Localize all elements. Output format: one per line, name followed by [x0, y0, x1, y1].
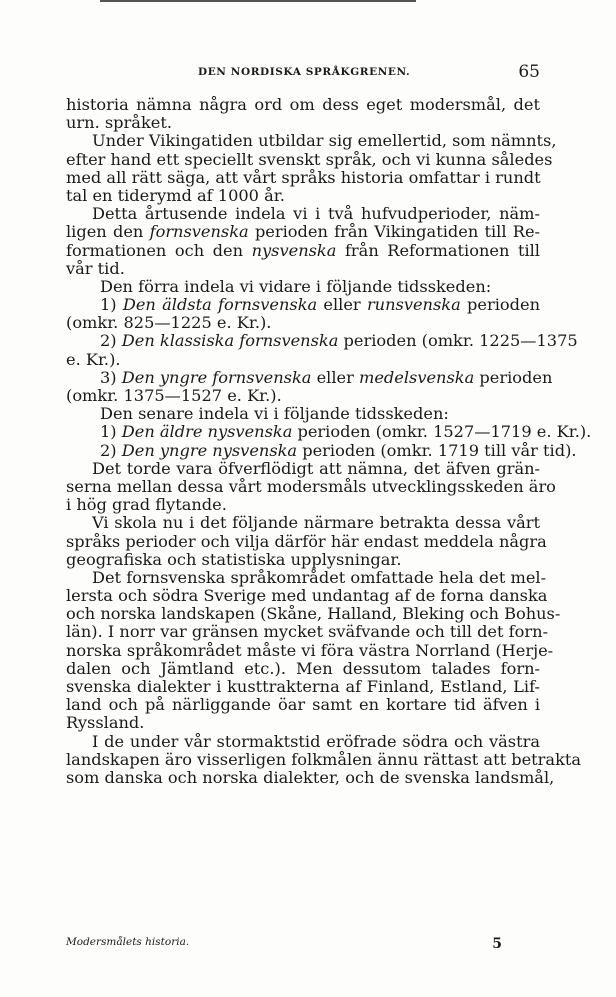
- text-line: Ryssland.: [66, 713, 145, 733]
- text-segment: perioden (omkr. 1225—1375: [338, 331, 578, 351]
- text-line: tal en tiderymd af 1000 år.: [66, 185, 285, 205]
- text-line: I de under vår stormaktstid eröfrade södra och västra: [92, 731, 540, 751]
- text-line: land och på närliggande öar samt en kortare tid äfven i: [66, 695, 540, 715]
- text-segment: 2): [100, 440, 122, 460]
- italic-term: Den äldsta fornsvenska: [122, 295, 318, 315]
- italic-term: medelsvenska: [358, 367, 475, 387]
- text-line: (omkr. 825—1225 e. Kr.).: [66, 313, 272, 333]
- text-segment: perioden (omkr. 1719 till vår tid).: [297, 440, 577, 460]
- text-segment: eller: [311, 367, 359, 387]
- text-line: serna mellan dessa vårt modersmåls utvecklingsskeden äro: [66, 476, 556, 496]
- text-line: [66, 422, 592, 442]
- text-segment: perioden: [474, 367, 553, 387]
- text-line: och norska landskapen (Skåne, Halland, Bleking och Bohus-: [66, 604, 561, 624]
- page-footer: [66, 936, 540, 956]
- text-line: län). I norr var gränsen mycket sväfvande och till det forn-: [66, 622, 549, 642]
- text-segment: eller: [317, 295, 367, 315]
- italic-term: fornsvenska: [149, 222, 249, 242]
- text-line: språks perioder och vilja därför här endast meddela några: [66, 531, 547, 551]
- text-line: Det fornsvenska språkområdet omfattade hela det mel-: [92, 567, 547, 587]
- page-header: [66, 64, 540, 84]
- text-line: urn. språket.: [66, 113, 172, 133]
- italic-term: Den klassiska fornsvenska: [121, 331, 339, 351]
- text-segment: perioden från Vikingatiden till Re-: [248, 222, 540, 242]
- text-line: geografiska och statistiska upplysningar.: [66, 549, 402, 569]
- text-line: [66, 296, 540, 314]
- text-line: svenska dialekter i kusttrakterna af Finland, Estland, Lif-: [66, 677, 540, 696]
- text-line: landskapen äro visserligen folkmålen ännu rättast att betrakta: [66, 749, 582, 769]
- text-line: efter hand ett speciellt svenskt språk, och vi kunna således: [66, 149, 553, 169]
- text-line: Den förra indela vi vidare i följande tidsskeden:: [100, 276, 492, 296]
- italic-term: nysvenska: [251, 240, 337, 260]
- text-line: med all rätt säga, att vårt språks historia omfattar i rundt: [66, 167, 541, 187]
- text-line: dalen och Jämtland etc.). Men dessutom talades forn-: [66, 658, 540, 678]
- text-line: [66, 242, 540, 260]
- text-line: Detta årtusende indela vi i två hufvudperioder, näm-: [92, 204, 540, 224]
- text-line: historia nämna några ord om dess eget modersmål, det: [66, 95, 540, 114]
- signature-mark: Modersmålets historia.: [66, 936, 190, 948]
- text-line: norska språkområdet måste vi föra västra Norrland (Herje-: [66, 640, 554, 660]
- italic-term: Den yngre nysvenska: [121, 440, 298, 460]
- text-segment: ligen den: [66, 222, 150, 242]
- text-segment: 1): [100, 295, 123, 315]
- italic-term: Den äldre nysvenska: [121, 422, 293, 442]
- italic-term: Den yngre fornsvenska: [121, 367, 312, 387]
- text-segment: perioden (omkr. 1527—1719 e. Kr.).: [292, 422, 592, 442]
- text-line: lersta och södra Sverige med undantag af de forna danska: [66, 586, 548, 606]
- text-line: i hög grad flytande.: [66, 495, 227, 515]
- text-segment: 3): [100, 367, 122, 387]
- text-segment: 1): [100, 422, 122, 442]
- text-line: Under Vikingatiden utbildar sig emellertid, som nämnts,: [92, 131, 557, 151]
- text-line: [66, 367, 553, 387]
- top-rule: [100, 0, 416, 2]
- text-segment: 2): [100, 331, 122, 351]
- text-line: [66, 223, 540, 241]
- text-segment: från Reformationen till: [336, 240, 540, 260]
- text-line: e. Kr.).: [66, 349, 121, 369]
- text-line: [66, 331, 578, 351]
- page-number: 65: [518, 62, 540, 82]
- text-line: som danska och norska dialekter, och de svenska landsmål,: [66, 767, 555, 787]
- sheet-number: 5: [492, 936, 502, 952]
- text-segment: formationen och den: [66, 240, 252, 260]
- text-line: Den senare indela vi i följande tidsskeden:: [100, 404, 449, 424]
- body-text: [66, 95, 592, 787]
- text-line: (omkr. 1375—1527 e. Kr.).: [66, 386, 282, 405]
- italic-term: runsvenska: [366, 295, 461, 315]
- text-line: Det torde vara öfverflödigt att nämna, det äfven grän-: [92, 458, 540, 478]
- text-line: vår tid.: [66, 258, 125, 278]
- text-line: Vi skola nu i det följande närmare betrakta dessa vårt: [92, 513, 540, 533]
- text-segment: perioden: [460, 295, 540, 315]
- text-line: [66, 440, 577, 460]
- running-head: DEN NORDISKA SPRÅKGRENEN.: [198, 66, 411, 78]
